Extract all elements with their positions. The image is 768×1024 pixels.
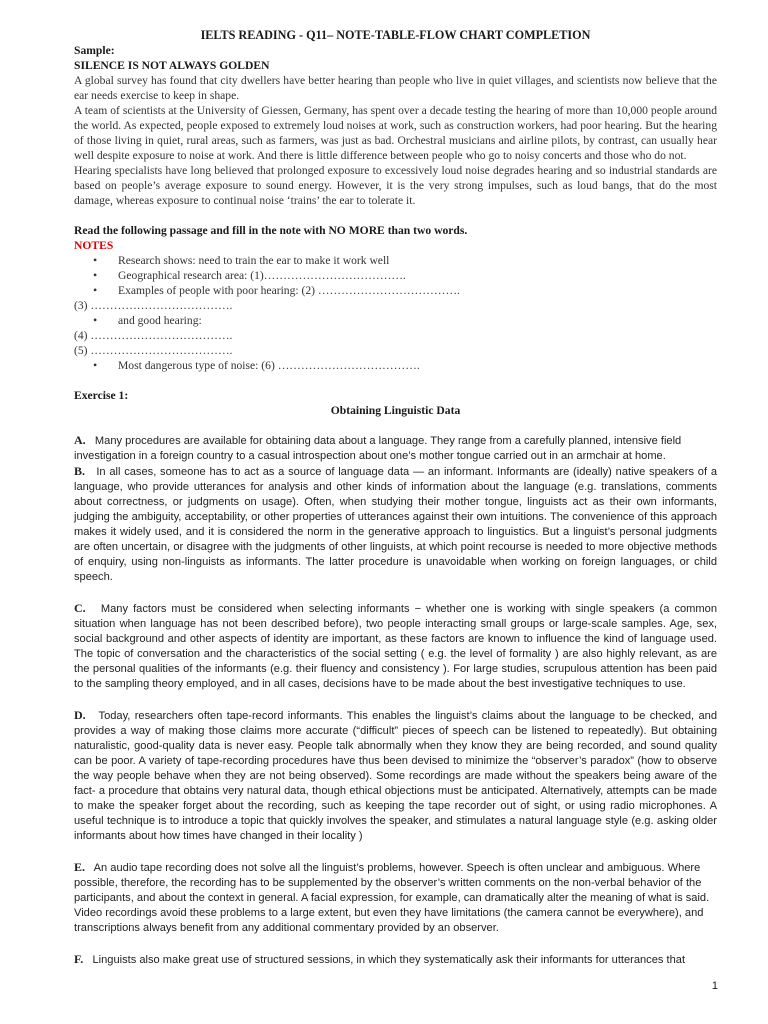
notes-item: • Most dangerous type of noise: (6) ………………………………. [74, 358, 717, 373]
notes-blank-line: (4) ………………………………. [74, 329, 233, 342]
sample-label: Sample: [74, 44, 115, 57]
exercise-paragraph [74, 860, 717, 936]
paragraph-label: F. [74, 952, 84, 966]
passage-paragraph: Hearing specialists have long believed that prolonged exposure to excessively loud noise degrades hearing and so industrial standards are based on people’s average exposure to sound energy. However, it is the very strong impulses, such as loud bangs, that do the most damage, whereas exposure to continual noise ‘trains’ the ear to tolerate it. [74, 164, 717, 207]
notes-list [74, 313, 717, 328]
notes-item: • Research shows: need to train the ear to make it work well [74, 253, 717, 268]
paragraph-label: B. [74, 464, 86, 478]
page-number: 1 [711, 980, 718, 992]
document-page [74, 28, 717, 968]
notes-item: • and good hearing: [74, 313, 717, 328]
notes-blank-line: (3) ………………………………. [74, 299, 233, 312]
paragraph-text: Many procedures are available for obtaining data about a language. They range from a carefully planned, intensive field investigation in a foreign country to a casual introspection about one’s mother tongue carried out in an armchair at home. [74, 435, 682, 462]
page-title: IELTS READING - Q11– NOTE-TABLE-FLOW CHART COMPLETION [200, 28, 591, 42]
notes-list [74, 358, 717, 373]
notes-blank-line: (5) ………………………………. [74, 344, 233, 357]
notes-item: • Examples of people with poor hearing: (2) ………………………………. [74, 283, 717, 298]
paragraph-label: C. [74, 601, 86, 615]
notes-list [74, 253, 717, 298]
exercise-label: Exercise 1: [74, 389, 129, 402]
passage-title: SILENCE IS NOT ALWAYS GOLDEN [74, 59, 270, 72]
exercise-paragraph [74, 708, 717, 844]
exercise-paragraph [74, 601, 717, 692]
paragraph-label: D. [74, 708, 86, 722]
paragraph-label: E. [74, 860, 86, 874]
paragraph-text: Today, researchers often tape-record informants. This enables the linguist’s claims about the language to be checked, and provides a way of making those claims more accurate (“difficult” pieces of speech can be listened to repeatedly). But obtaining naturalistic, good-quality data is never easy. People talk abnormally when they know they are being recorded, and sound quality can be poor. A variety of tape-recording procedures have thus been devised to minimize the “observer’s paradox” (how to observe the way people behave when they are not being observed). Some recordings are made without the speakers being aware of the fact- a procedure that obtains very natural data, though ethical objections must be anticipated. Alternatively, attempts can be made to make the speaker forget about the recording, such as keeping the tape recorder out of sight, or using radio microphones. A useful technique is to introduce a topic that quickly involves the speaker, and stimulates a natural language style (e.g. asking older informants about how times have changed in their locality ) [74, 710, 718, 842]
notes-item: • Geographical research area: (1)………………………………. [74, 268, 717, 283]
exercise-paragraph [74, 952, 717, 968]
exercise-paragraph [74, 433, 717, 464]
paragraph-label: A. [74, 433, 86, 447]
passage-paragraph: A global survey has found that city dwellers have better hearing than people who live in quiet villages, and scientists now believe that the ear needs exercise to keep in shape. [74, 74, 717, 102]
paragraph-text: Many factors must be considered when selecting informants − whether one is working with single speakers (a common situation when language has not been described before), two people interacting small groups or large-scale samples. Age, sex, social background and other aspects of identity are important, as these factors are known to influence the kind of language used. The topic of conversation and the characteristics of the social setting ( e.g. the level of formality ) are also highly relevant, as are the personal qualities of the informants (e.g. their fluency and consistency ). For large studies, scrupulous attention has been paid to the sampling theory employed, and in all cases, decisions have to be made about the best investigative techniques to use. [74, 603, 717, 690]
notes-heading: NOTES [74, 239, 114, 252]
paragraph-text: An audio tape recording does not solve all the linguist’s problems, however. Speech is often unclear and ambiguous. Where possible, therefore, the recording has to be supplemented by the observer’s written comments on the non-verbal behavior of the participants, and about the context in general. A facial expression, for example, can dramatically alter the meaning of what is said. Video recordings avoid these problems to a large extent, but even they have limitations (the camera cannot be everywhere), and transcriptions always benefit from any additional commentary provided by an observer. [74, 862, 710, 934]
notes-instruction: Read the following passage and fill in the note with NO MORE than two words. [74, 224, 468, 237]
exercise-title: Obtaining Linguistic Data [330, 404, 461, 417]
paragraph-text: Linguists also make great use of structured sessions, in which they systematically ask their informants for utterances that [92, 954, 686, 966]
exercise-paragraph [74, 464, 717, 585]
passage-paragraph: A team of scientists at the University of Giessen, Germany, has spent over a decade testing the hearing of more than 10,000 people around the world. As expected, people exposed to extremely loud noises at work, such as construction workers, had poor hearing. But the hearing of those living in quiet, rural areas, such as farmers, was just as bad. Orchestral musicians and airline pilots, by contrast, can usually hear well despite exposure to noise at work. And there is little difference between people who go to noisy concerts and those who do not. [74, 104, 717, 162]
paragraph-text: In all cases, someone has to act as a source of language data — an informant. Informants are (ideally) native speakers of a language, who provide utterances for analysis and other kinds of information about the language (e.g. translations, comments about correctness, or judgments on usage). Often, when studying their mother tongue, linguists act as their own informants, judging the ambiguity, acceptability, or other properties of utterances against their own intuitions. The convenience of this approach makes it widely used, and it is considered the norm in the generative approach to linguistics. But a linguist’s personal judgments are often uncertain, or disagree with the judgments of other linguists, at which point recourse is needed to more objective methods of enquiry, using non-linguists as informants. The latter procedure is unavoidable when working on foreign languages, or child speech. [74, 466, 717, 583]
